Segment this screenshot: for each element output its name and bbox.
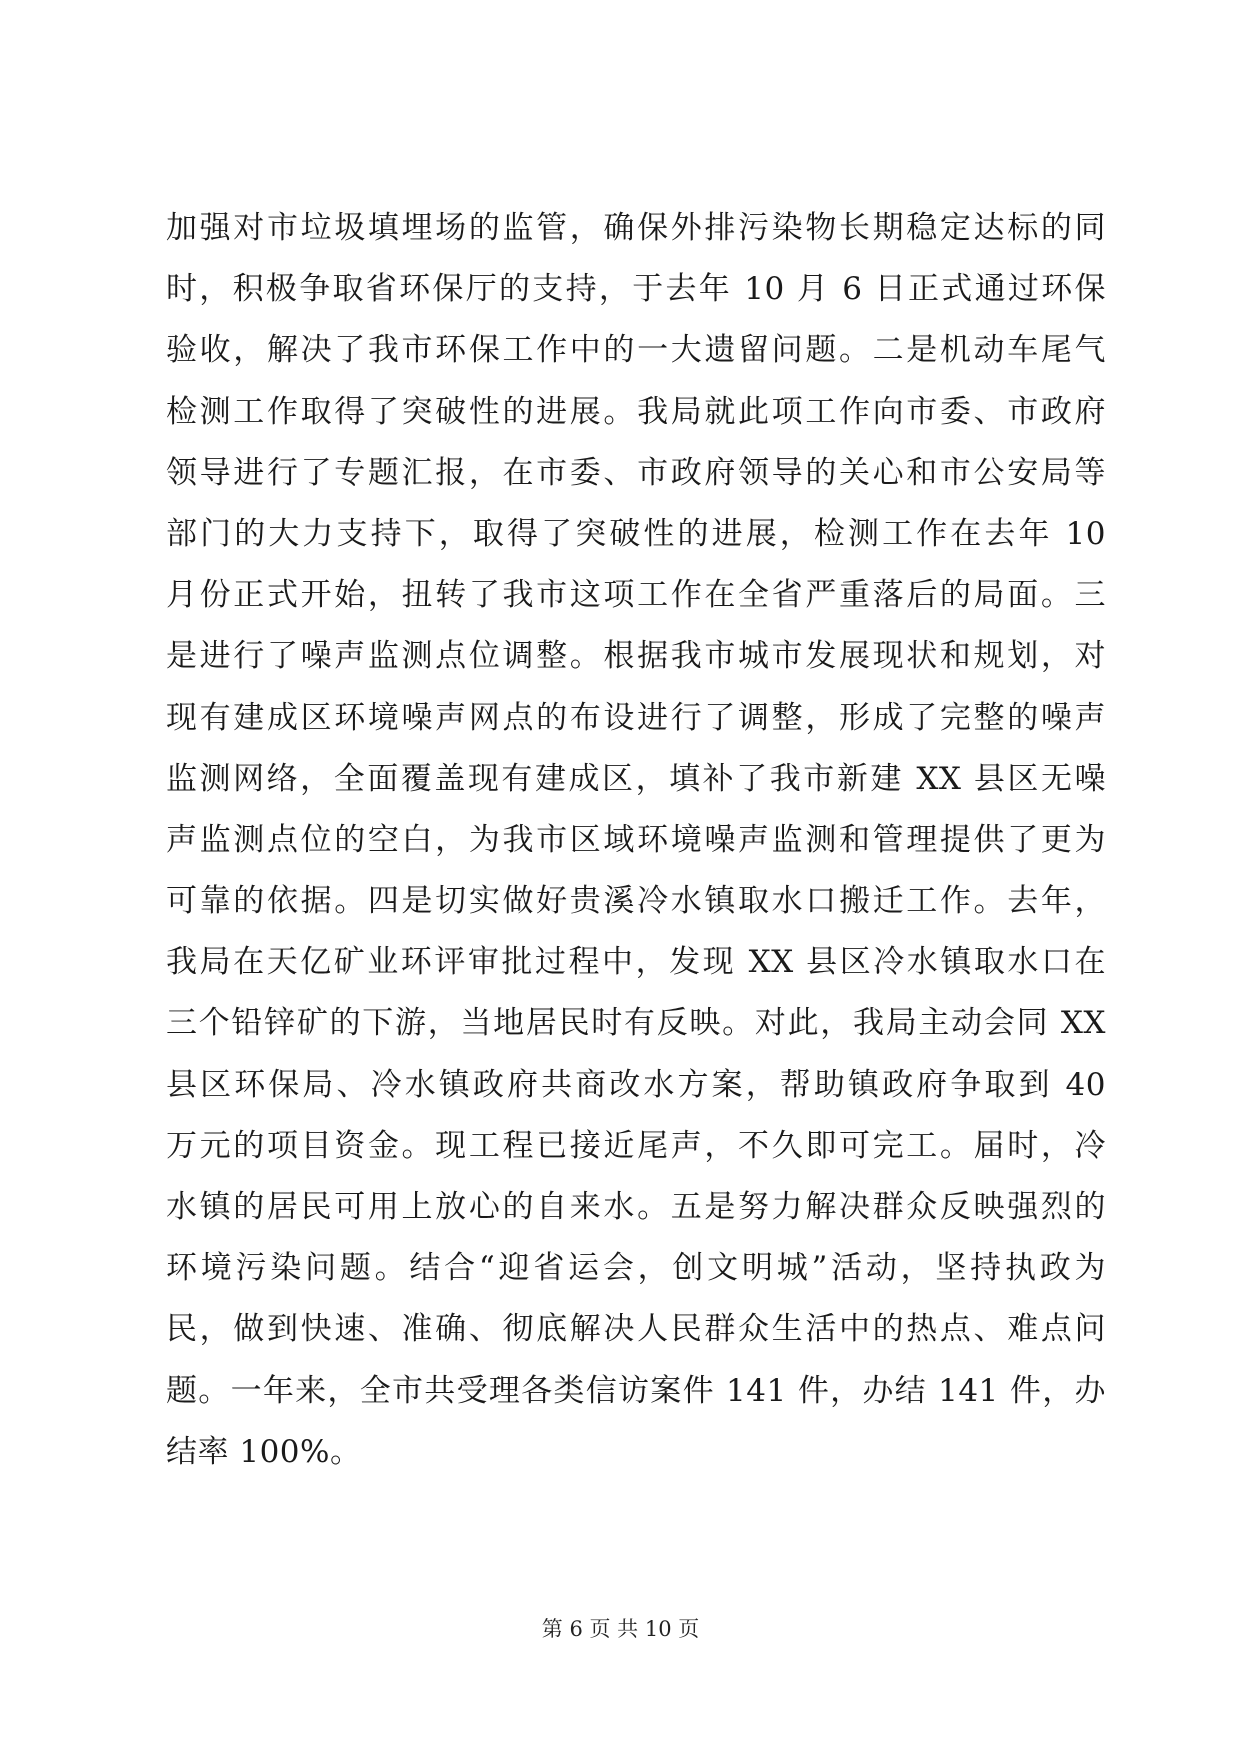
- text-line: 部门的大力支持下，取得了突破性的进展，检测工作在去年 10: [166, 515, 1106, 552]
- text-line: 三个铅锌矿的下游，当地居民时有反映。对此，我局主动会同 XX: [166, 1005, 1106, 1042]
- text-line: 可靠的依据。四是切实做好贵溪冷水镇取水口搬迁工作。去年，: [166, 883, 1106, 920]
- text-line: 现有建成区环境噪声网点的布设进行了调整，形成了完整的噪声: [166, 699, 1106, 736]
- text-line: 水镇的居民可用上放心的自来水。五是努力解决群众反映强烈的: [166, 1189, 1106, 1225]
- text-line: 环境污染问题。结合“迎省运会，创文明城”活动，坚持执政为: [166, 1250, 1106, 1287]
- text-line: 领导进行了专题汇报，在市委、市政府领导的关心和市公安局等: [166, 454, 1106, 491]
- text-line-last: 结率 100%。: [166, 1433, 362, 1470]
- text-line: 我局在天亿矿业环评审批过程中，发现 XX 县区冷水镇取水口在: [166, 944, 1106, 981]
- text-line: 万元的项目资金。现工程已接近尾声，不久即可完工。届时，冷: [166, 1127, 1106, 1164]
- text-line: 是进行了噪声监测点位调整。根据我市城市发展现状和规划，对: [166, 638, 1106, 675]
- text-line: 加强对市垃圾填埋场的监管，确保外排污染物长期稳定达标的同: [166, 210, 1106, 246]
- text-line: 监测网络，全面覆盖现有建成区，填补了我市新建 XX 县区无噪: [166, 760, 1106, 797]
- body-paragraph: [166, 198, 1106, 1483]
- text-line: 声监测点位的空白，为我市区域环境噪声监测和管理提供了更为: [166, 821, 1106, 858]
- text-line: 时，积极争取省环保厅的支持，于去年 10 月 6 日正式通过环保: [166, 271, 1106, 308]
- text-line: 验收，解决了我市环保工作中的一大遗留问题。二是机动车尾气: [166, 332, 1106, 369]
- text-line: 检测工作取得了突破性的进展。我局就此项工作向市委、市政府: [166, 393, 1106, 430]
- text-line: 题。一年来，全市共受理各类信访案件 141 件，办结 141 件，办: [166, 1372, 1106, 1409]
- page-number-indicator: 第 6 页 共 10 页: [541, 1617, 700, 1641]
- text-line: 民，做到快速、准确、彻底解决人民群众生活中的热点、难点问: [166, 1311, 1106, 1348]
- text-line: 月份正式开始，扭转了我市这项工作在全省严重落后的局面。三: [166, 577, 1106, 614]
- page-footer: [0, 1613, 1241, 1643]
- text-line: 县区环保局、冷水镇政府共商改水方案，帮助镇政府争取到 40: [166, 1066, 1106, 1103]
